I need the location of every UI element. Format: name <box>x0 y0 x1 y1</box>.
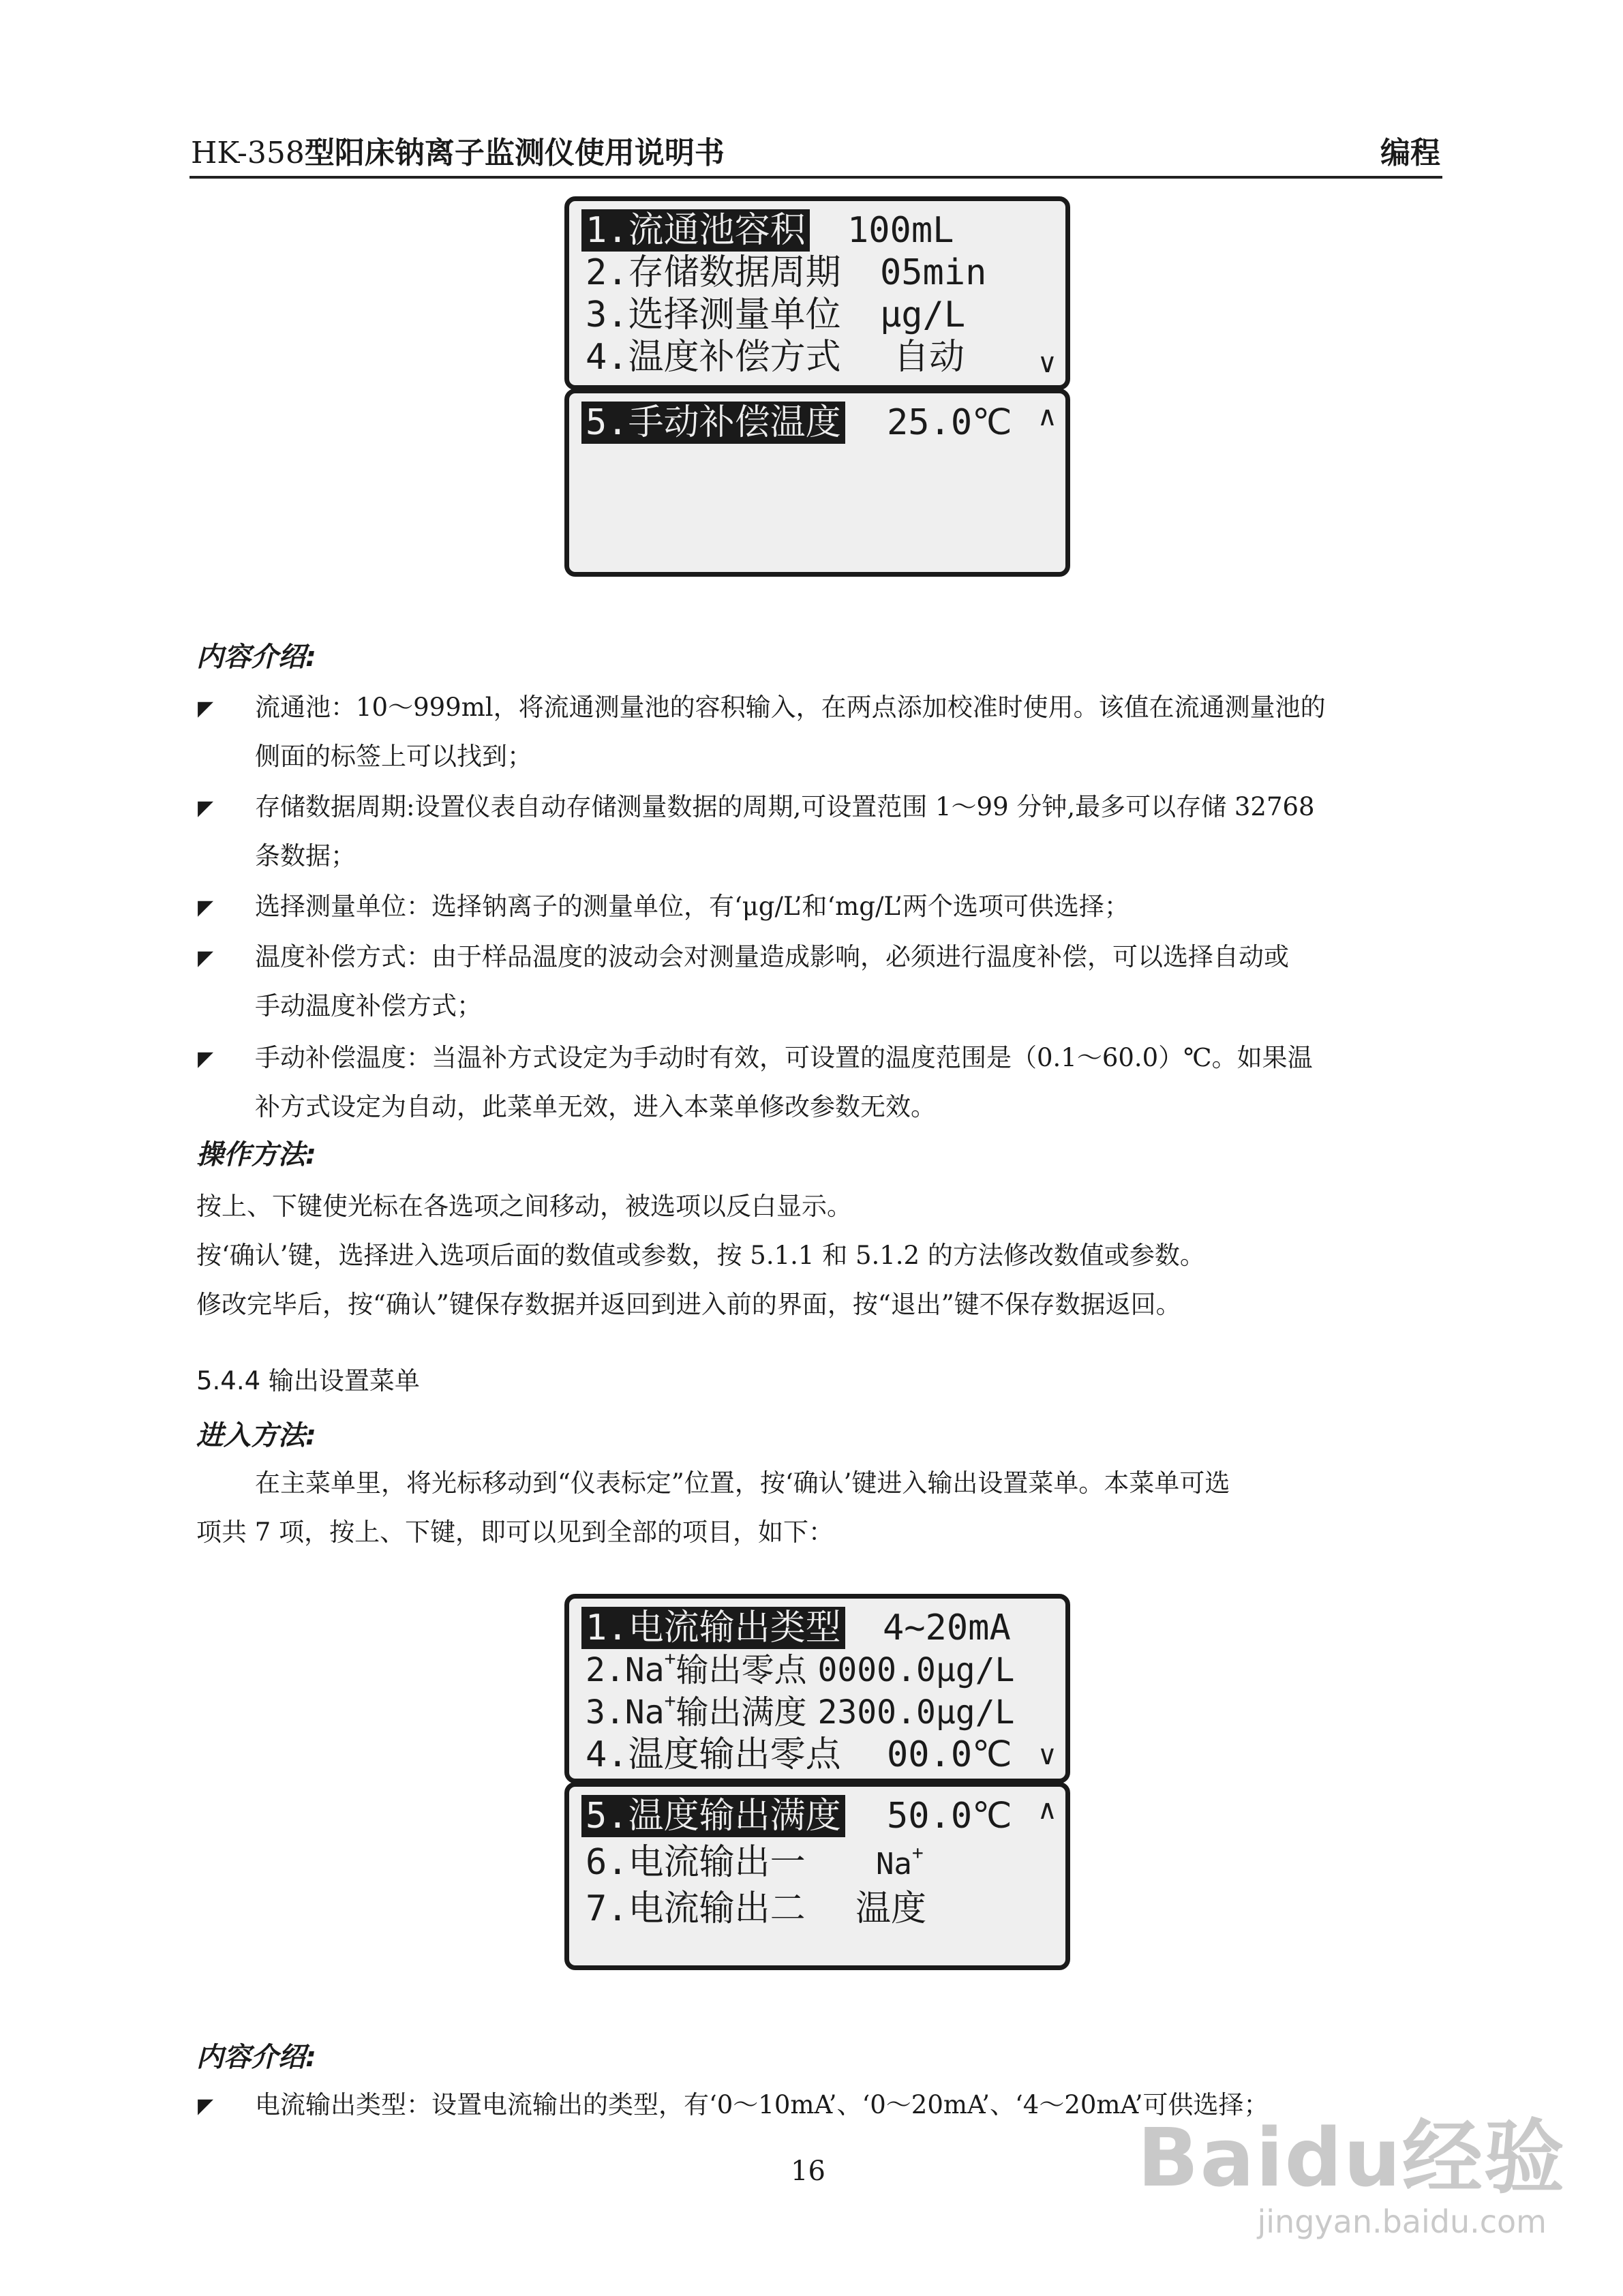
operation-heading: 操作方法: <box>196 1139 316 1170</box>
lcd-value: 温度 <box>855 1888 926 1929</box>
text-line: 温度补偿方式：由于样品温度的波动会对测量造成影响，必须进行温度补偿，可以选择自动或 <box>255 942 1289 971</box>
lcd-label: 7.电流输出二 <box>586 1888 806 1929</box>
text-line: 条数据； <box>255 841 356 871</box>
lcd-label: 4.温度补偿方式 <box>586 337 841 378</box>
lcd-row <box>581 252 986 294</box>
label-part: 输出满度 <box>676 1693 807 1732</box>
operation-text <box>196 1182 1205 1329</box>
lcd-label-selected: 5.手动补偿温度 <box>581 402 845 444</box>
lcd-label: 3.选择测量单位 <box>586 294 841 335</box>
header-manual-title: 型阳床钠离子监测仪使用说明书 <box>304 136 725 170</box>
text-line: 选择测量单位：选择钠离子的测量单位，有‘μg/L’和‘mg/L’两个选项可供选择； <box>255 892 1129 921</box>
section-5-4-4-title: 5.4.4 输出设置菜单 <box>196 1366 420 1395</box>
lcd-value: 00.0℃ <box>886 1734 1012 1775</box>
lcd-label: 4.温度输出零点 <box>586 1734 841 1775</box>
lcd-value: 50.0℃ <box>886 1796 1012 1837</box>
lcd-row <box>581 209 954 252</box>
lcd-value: 100mL <box>847 210 954 251</box>
lcd-value: 05min <box>879 252 987 293</box>
text-line: 修改完毕后，按“确认”键保存数据并返回到进入前的界面，按“退出”键不保存数据返回。 <box>196 1290 1181 1319</box>
scroll-up-icon: ∧ <box>1037 401 1057 432</box>
lcd-label-selected: 1.流通池容积 <box>581 209 810 252</box>
lcd-row <box>581 1734 1012 1776</box>
superscript: + <box>911 1841 924 1864</box>
bullet-icon: ◤ <box>198 796 214 820</box>
lcd-label <box>581 1649 810 1691</box>
intro-item-storage-period <box>255 783 1315 881</box>
lcd-screen-1-bottom <box>564 389 1070 577</box>
lcd-label-selected: 1.电流输出类型 <box>581 1607 845 1649</box>
lcd-value: 25.0℃ <box>886 402 1012 443</box>
intro-item-flow-cell <box>255 683 1326 781</box>
intro-item-unit <box>255 882 1129 931</box>
enter-method-line-2: 项共 7 项，按上、下键，即可以见到全部的项目，如下： <box>196 1517 834 1547</box>
bullet-icon: ◤ <box>198 2094 214 2118</box>
enter-method-heading: 进入方法: <box>196 1420 316 1451</box>
intro-item-temp-comp-mode <box>255 933 1289 1031</box>
intro-item-current-output-type <box>255 2081 1269 2130</box>
text-line: 按上、下键使光标在各选项之间移动，被选项以反白显示。 <box>196 1192 852 1221</box>
lcd-row <box>581 1607 1011 1649</box>
text-line: 流通池：10～999ml，将流通测量池的容积输入，在两点添加校准时使用。该值在流通测量池的 <box>255 693 1326 722</box>
label-part: 输出零点 <box>676 1651 807 1689</box>
text-line: 电流输出类型：设置电流输出的类型，有‘0～10mA’、‘0～20mA’、‘4～20mA’可供选择； <box>255 2090 1269 2119</box>
text-line: 手动温度补偿方式； <box>255 991 482 1021</box>
content-intro-heading-2: 内容介绍: <box>196 2042 316 2073</box>
watermark-logo: Baidu经验 <box>1137 2111 1566 2205</box>
lcd-row <box>581 1691 1014 1734</box>
lcd-value: μg/L <box>879 294 966 335</box>
value-part: Na <box>875 1847 912 1882</box>
lcd-label: 6.电流输出一 <box>586 1842 806 1883</box>
header-divider <box>189 176 1442 179</box>
lcd-row <box>581 402 1012 444</box>
scroll-up-icon: ∧ <box>1037 1794 1057 1826</box>
lcd-value: 自动 <box>893 337 965 378</box>
text-line: 手动补偿温度：当温补方式设定为手动时有效，可设置的温度范围是（0.1～60.0）℃。如果温 <box>255 1043 1313 1072</box>
text-line: 侧面的标签上可以找到； <box>255 742 532 771</box>
lcd-row <box>581 1888 926 1930</box>
page-number: 16 <box>791 2156 825 2187</box>
lcd-value <box>876 1843 924 1886</box>
superscript: + <box>664 1689 676 1712</box>
lcd-row <box>581 1649 1014 1691</box>
lcd-value: 2300.0μg/L <box>817 1693 1015 1732</box>
bullet-icon: ◤ <box>198 946 214 970</box>
lcd-label: 2.存储数据周期 <box>586 252 841 293</box>
lcd-row <box>581 1841 924 1884</box>
lcd-label <box>581 1691 810 1734</box>
content-intro-heading: 内容介绍: <box>196 641 316 673</box>
bullet-icon: ◤ <box>198 1047 214 1071</box>
label-part: 3.Na <box>586 1693 665 1732</box>
lcd-screen-2-top <box>564 1594 1070 1783</box>
lcd-screen-2-bottom <box>564 1782 1070 1970</box>
lcd-value: 4~20mA <box>882 1607 1011 1648</box>
lcd-label-selected: 5.温度输出满度 <box>581 1795 845 1837</box>
lcd-row <box>581 336 965 378</box>
header-model: HK-358 <box>191 136 305 170</box>
text-line: 补方式设定为自动，此菜单无效，进入本菜单修改参数无效。 <box>255 1092 936 1121</box>
superscript: + <box>664 1647 676 1670</box>
lcd-screen-1-top <box>564 196 1070 390</box>
lcd-value: 0000.0μg/L <box>817 1651 1015 1689</box>
enter-method-line-1: 在主菜单里，将光标移动到“仪表标定”位置，按‘确认’键进入输出设置菜单。本菜单可选 <box>255 1468 1230 1498</box>
header-section: 编程 <box>1380 136 1440 170</box>
intro-item-manual-temp <box>255 1033 1313 1132</box>
header-title <box>191 128 725 172</box>
label-part: 2.Na <box>586 1651 665 1689</box>
bullet-icon: ◤ <box>198 896 214 920</box>
lcd-row <box>581 1795 1012 1837</box>
bullet-icon: ◤ <box>198 697 214 721</box>
scroll-down-icon: ∨ <box>1037 1740 1057 1771</box>
scroll-down-icon: ∨ <box>1037 348 1057 379</box>
watermark-url: jingyan.baidu.com <box>1257 2203 1547 2240</box>
text-line: 按‘确认’键，选择进入选项后面的数值或参数，按 5.1.1 和 5.1.2 的方法修改数值或参数。 <box>196 1241 1205 1270</box>
text-line: 存储数据周期:设置仪表自动存储测量数据的周期,可设置范围 1～99 分钟,最多可以存储 32768 <box>255 792 1315 821</box>
lcd-row <box>581 294 965 336</box>
